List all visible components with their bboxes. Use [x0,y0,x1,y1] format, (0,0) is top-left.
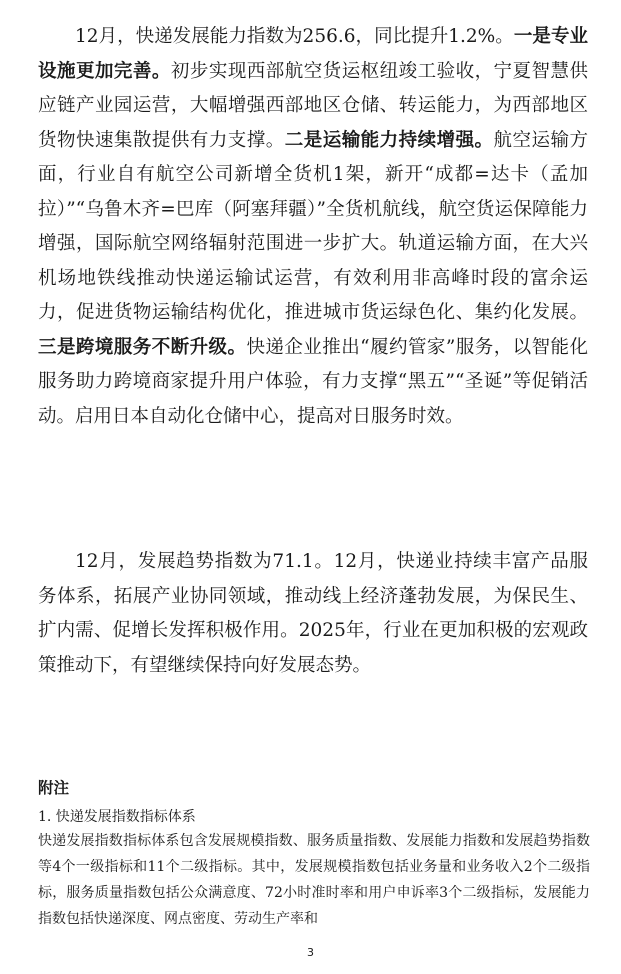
paragraph1-text-3: 航空运输方面，行业自有航空公司新增全货机1架，新开“成都=达卡（孟加拉）”“乌鲁木齐=巴库（阿塞拜疆）”全货机航线，航空货运保障能力增强，国际航空网络辐射范围进一步扩大。轨道运输方面，在大兴机场地铁线推动快递运输试运营，有效利用非高峰时段的富余运力，促进货物运输结构优化，推进城市货运绿色化、集约化发展。 [38,129,588,323]
paragraph1-heading-3: 三是跨境服务不断升级。 [38,336,247,358]
notes-subtitle: 1. 快递发展指数指标体系 [38,809,196,825]
paragraph1-text-1: 12月，快递发展能力指数为256.6，同比提升1.2%。 [75,26,514,47]
paragraph-development-trend: 12月，发展趋势指数为71.1。12月，快递业持续丰富产品服务体系，拓展产业协同领域，推动线上经济蓬勃发展，为保民生、扩内需、促增长发挥积极作用。2025年，行业在更加积极的宏观政策推动下，有望继续保持向好发展态势。 [38,551,588,676]
paragraph-development-capability [38,20,588,434]
notes-title: 附注 [38,779,70,797]
page-number: 3 [307,946,314,959]
paragraph1-heading-1: 一是专业设施更加完善。 [38,26,588,82]
paragraph1-text-2: 初步实现西部航空货运枢纽竣工验收，宁夏智慧供应链产业园运营，大幅增强西部地区仓储、转运能力，为西部地区货物快速集散提供有力支撑。 [38,60,588,151]
paragraph1-text-4: 快递企业推出“履约管家”服务，以智能化服务助力跨境商家提升用户体验，有力支撑“黑五”“圣诞”等促销活动。启用日本自动化仓储中心，提高对日服务时效。 [38,336,588,427]
paragraph1-heading-2: 二是运输能力持续增强。 [284,129,494,151]
notes-body: 快递发展指数指标体系包含发展规模指数、服务质量指数、发展能力指数和发展趋势指数等4个一级指标和11个二级指标。其中，发展规模指数包括业务量和业务收入2个二级指标，服务质量指数包括公众满意度、72小时准时率和用户申诉率3个二级指标，发展能力指数包括快递深度、网点密度、劳动生产率和 [38,833,590,927]
